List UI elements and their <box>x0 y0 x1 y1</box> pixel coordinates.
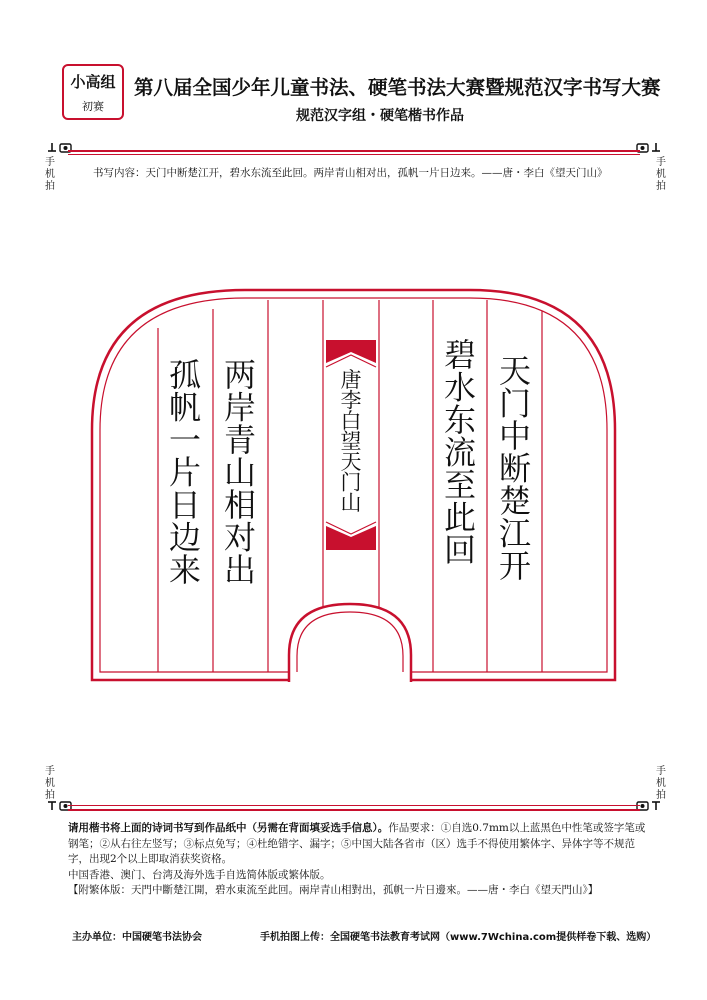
page-subtitle: 规范汉字组・硬笔楷书作品 <box>296 108 464 124</box>
signature-char: 天 <box>340 450 362 474</box>
calligraphy-char: 水 <box>443 368 477 407</box>
calligraphy-char: 流 <box>443 433 477 472</box>
page-title: 第八届全国少年儿童书法、硬笔书法大赛暨规范汉字书写大赛 <box>134 76 661 99</box>
calligraphy-char: 两 <box>223 356 257 394</box>
calligraphy-char: 岸 <box>223 388 257 427</box>
calligraphy-char: 片 <box>168 453 202 492</box>
calligraphy-char: 断 <box>498 449 532 488</box>
footer-upload: 手机拍图上传：全国硬笔书法教育考试网（www.7Wchina.com提供样卷下载、选购） <box>260 932 657 943</box>
calligraphy-char: 至 <box>443 466 477 504</box>
calligraphy-char: 孤 <box>168 356 202 394</box>
signature-char: 唐 <box>340 368 362 392</box>
phone-label-text: 手机拍 <box>45 157 55 192</box>
instructions-block <box>68 821 653 899</box>
bottom-rule-thin <box>68 805 640 806</box>
instructions-traditional: 【附繁体版：天門中斷楚江開，碧水東流至此回。兩岸青山相對出，孤帆一片日邊來。——唐・李白《望天門山》】 <box>68 884 599 897</box>
calligraphy-char: 江 <box>498 514 532 553</box>
calligraphy-char: 门 <box>498 384 532 423</box>
calligraphy-char: 青 <box>223 421 257 459</box>
calligraphy-char: 日 <box>168 486 202 524</box>
camera-marker-bottom-right <box>636 800 662 815</box>
phone-label-bottom-right <box>655 766 667 802</box>
calligraphy-char: 楚 <box>498 482 532 520</box>
signature-char: 李 <box>340 388 362 413</box>
signature-char: 门 <box>340 470 362 495</box>
calligraphy-char: 天 <box>498 352 532 390</box>
signature-char: 白 <box>340 409 362 433</box>
calligraphy-char: 山 <box>223 453 257 492</box>
instructions-lead: 请用楷书将上面的诗词书写到作品纸中（另需在背面填妥选手信息）。 <box>68 822 389 834</box>
signature-char: 望 <box>340 429 362 454</box>
calligraphy-char: 来 <box>168 551 202 589</box>
instructions-body: 作品要求：①自选0.7mm以上蓝黑色中性笔或签字笔或钢笔；②从右往左竖写；③标点免写；④杜绝错字、漏字；⑤中国大陆各省市（区）选手不得使用繁体字、异体字等不规范字，出现2个以上即取消获奖资格。 <box>68 822 646 866</box>
footer-organizer: 主办单位：中国硬笔书法协会 <box>72 932 202 943</box>
calligraphy-char: 东 <box>443 401 477 439</box>
writing-content: 书写内容：天门中断楚江开，碧水东流至此回。两岸青山相对出，孤帆一片日边来。——唐・李白《望天门山》 <box>93 167 608 179</box>
calligraphy-char: 碧 <box>443 336 477 374</box>
calligraphy-char: 帆 <box>168 388 202 427</box>
calligraphy-char: 中 <box>498 417 532 455</box>
calligraphy-char: 回 <box>443 531 477 569</box>
signature-char: 山 <box>340 491 362 515</box>
calligraphy-char: 对 <box>223 518 257 557</box>
calligraphy-char: 开 <box>498 547 532 585</box>
instructions-regions: 中国香港、澳门、台湾及海外选手自选简体版或繁体版。 <box>68 868 331 881</box>
calligraphy-char: 出 <box>223 551 257 589</box>
seal-banner-bottom <box>326 526 376 550</box>
phone-label-text: 手机拍 <box>656 157 666 192</box>
calligraphy-char: 一 <box>168 421 202 459</box>
seal-banner-top <box>326 340 376 363</box>
bottom-rule <box>68 809 640 811</box>
calligraphy-char: 边 <box>168 518 202 557</box>
phone-label-bottom-left <box>44 766 56 802</box>
badge-level: 小高组 <box>70 73 116 91</box>
camera-marker-bottom-left <box>47 800 73 815</box>
badge-round: 初赛 <box>82 100 104 113</box>
calligraphy-char: 此 <box>443 498 477 537</box>
phone-label-text: 手机拍 <box>45 766 55 801</box>
calligraphy-char: 相 <box>223 486 257 524</box>
phone-label-text: 手机拍 <box>656 766 666 801</box>
